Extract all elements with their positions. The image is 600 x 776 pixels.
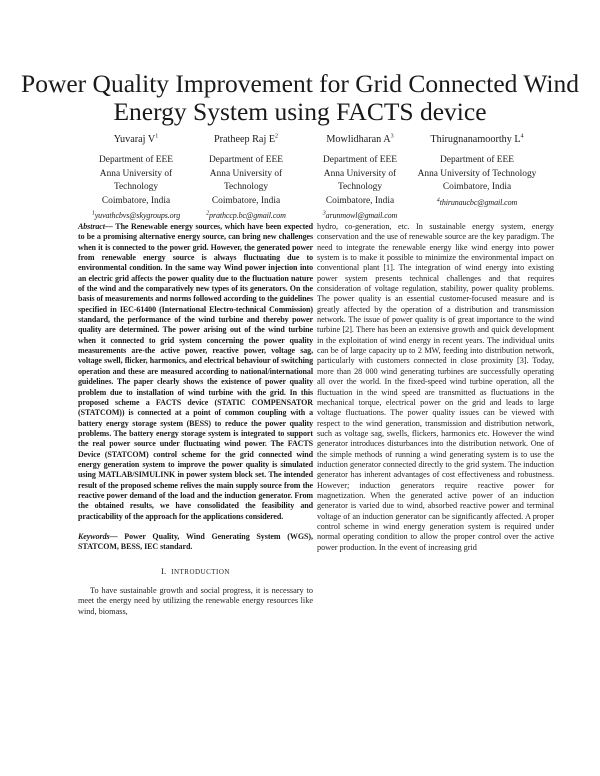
author-city: Coimbatore, India	[442, 182, 512, 193]
author-email: thirunaucbc@gmail.com	[439, 197, 518, 207]
right-column	[317, 222, 554, 553]
email-superscript: 1	[91, 210, 95, 217]
author-department: Department of EEE	[440, 155, 514, 166]
keywords	[78, 532, 313, 553]
author-superscript: 3	[390, 133, 394, 140]
author-name: Mowlidharan A	[326, 134, 391, 145]
abstract-label: Abstract—	[78, 222, 113, 231]
author-email: yuvathcbvs@skygroups.org	[94, 211, 181, 221]
paper-title: Power Quality Improvement for Grid Connected Wind Energy System using FACTS device	[21, 69, 579, 126]
author-university: Anna University of Technology	[417, 168, 537, 179]
author-city: Coimbatore, India	[211, 195, 281, 206]
author-3	[306, 133, 414, 222]
author-city: Coimbatore, India	[101, 195, 171, 206]
author-university: Anna University of Technology	[99, 168, 173, 193]
author-superscript: 4	[520, 133, 524, 140]
abstract	[78, 222, 313, 522]
intro-paragraph-continued: hydro, co-generation, etc. In sustainable energy system, energy conservation and the use of renewable source are the key paradigm. The need to integrate the renewable energy like wind energy into power system is to make it possible to minimize the environmental impact on conventional plant [1]. The integration of wind energy into existing power system presents technical challenges and that requires consideration of voltage regulation, stability, power quality problems. The power quality is an essential customer-focused measure and is greatly affected by the operation of a distribution and transmission network. The issue of power quality is of great importance to the wind turbine [2]. There has been an extensive growth and quick development in the exploitation of wind energy in recent years. The individual units can be of large capacity up to 2 MW, feeding into distribution network, particularly with customers connected in close proximity [3]. Today, more than 28 000 wind generating turbines are successfully operating all over the world. In the fixed-speed wind turbine operation, all the fluctuation in the wind speed are transmitted as fluctuations in the mechanical torque, electrical power on the grid and leads to large voltage fluctuations. The power quality issues can be viewed with respect to the wind generation, transmission and distribution network, such as voltage sag, swells, flickers, harmonics etc. However the wind generator introduces disturbances into the distribution network. One of the simple methods of running a wind generating system is to use the induction generator connected directly to the grid system. The induction generator has inherent advantages of cost effectiveness and robustness. However; induction generators require reactive power for magnetization. When the generated active power of an induction generator is varied due to wind, absorbed reactive power and terminal voltage of an induction generator can be significantly affected. A proper control scheme in wind energy generation system is required under normal operating condition to allow the proper control over the active power production. In the event of increasing grid	[317, 222, 554, 552]
intro-paragraph-start: To have sustainable growth and social progress, it is necessary to meet the energy need by utilizing the renewable energy resources like wind, biomass,	[78, 586, 313, 616]
section-number: I.	[160, 565, 167, 576]
abstract-text: The Renewable energy sources, which have been expected to be a promising alternative energy source, can bring new challenges when it is connected to the power grid. However, the generated power from renewable energy source is always fluctuating due to environmental condition. In the same way Wind power injection into an electric grid affects the power quality due to the fluctuation nature of the wind and the comparatively new types of its generators. On the basis of measurements and norms followed according to the guidelines specified in IEC-61400 (International Electro-technical Commission) standard, the performance of the wind turbine and thereby power quality are determined. The power arising out of the wind turbine when it connected to grid system concerning the power quality measurements are-the active power, reactive power, voltage sag, voltage swell, flicker, harmonics, and electrical behaviour of switching operation and these are measured according to national/international guidelines. The paper clearly shows the existence of power quality problem due to installation of wind turbine with the grid. In this proposed scheme a FACTS device (STATIC COMPENSATOR (STATCOM)) is connected at a point of common coupling with a battery energy storage system (BESS) to reduce the power quality problems. The battery energy storage system is integrated to support the real power source under fluctuating wind power. The FACTS Device (STATCOM) control scheme for the grid connected wind energy generation system to improve the power quality is simulated using MATLAB/SIMULINK in power system block set. The intended result of the proposed scheme relives the main supply source from the reactive power demand of the load and the induction generator. From the obtained results, we have consolidated the feasibility and practicability of the approach for the applications considered.	[78, 222, 313, 521]
email-superscript: 4	[436, 196, 440, 203]
author-name: Pratheep Raj E	[213, 134, 276, 145]
author-department: Department of EEE	[99, 155, 173, 166]
email-superscript: 3	[322, 210, 326, 217]
author-department: Department of EEE	[323, 155, 397, 166]
author-block	[0, 133, 600, 219]
author-city: Coimbatore, India	[325, 195, 395, 206]
author-1	[80, 133, 192, 222]
author-2	[192, 133, 300, 222]
author-name: Thirugnanamoorthy L	[430, 134, 521, 145]
section-title: INTRODUCTION	[171, 567, 230, 576]
author-email: prathccp.bc@gmail.com	[209, 211, 286, 221]
keywords-label: Keywords—	[78, 531, 118, 541]
author-department: Department of EEE	[209, 155, 283, 166]
author-name: Yuvaraj V	[113, 134, 156, 145]
author-superscript: 1	[155, 133, 159, 140]
author-4	[412, 133, 542, 209]
author-university: Anna University of Technology	[209, 168, 283, 193]
keywords-text: Power Quality, Wind Generating System (WGS), STATCOM, BESS, IEC standard.	[78, 531, 313, 552]
email-superscript: 2	[206, 210, 210, 217]
left-column	[78, 222, 313, 617]
author-superscript: 2	[275, 133, 279, 140]
section-heading-introduction	[78, 566, 313, 577]
author-email: arunmowl@gmail.com	[325, 211, 398, 221]
author-university: Anna University of Technology	[323, 168, 397, 193]
